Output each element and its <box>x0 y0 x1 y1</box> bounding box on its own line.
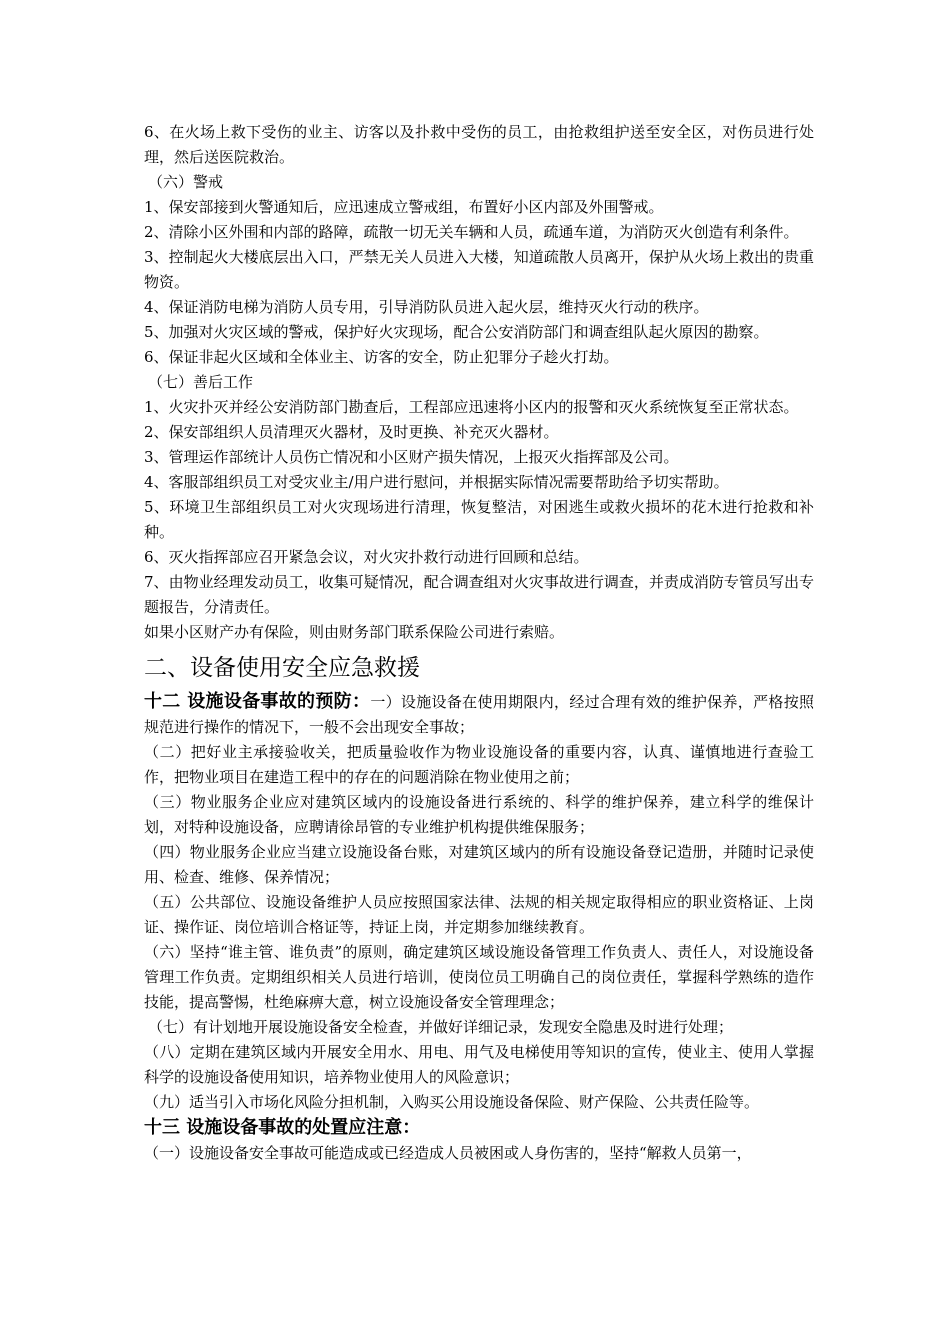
fire-response-section <box>144 120 814 645</box>
section-heading-equipment: 二、设备使用安全应急救援 <box>144 655 420 681</box>
list-item: （八）定期在建筑区域内开展安全用水、用电、用气及电梯使用等知识的宣传，使业主、使用人掌握科学的设施设备使用知识，培养物业使用人的风险意识； <box>144 1043 814 1086</box>
list-item: （九）适当引入市场化风险分担机制，入购买公用设施设备保险、财产保险、公共责任险等。 <box>144 1093 760 1111</box>
list-item: （六）坚持“谁主管、谁负责”的原则，确定建筑区域设施设备管理工作负责人、责任人，对设施设备管理工作负责。定期组织相关人员进行培训，使岗位员工明确自己的岗位责任，掌握科学熟练的造作技能，提高警惕，杜绝麻痹大意，树立设施设备安全管理理念； <box>144 943 814 1011</box>
paragraph: 1、保安部接到火警通知后，应迅速成立警戒组，布置好小区内部及外围警戒。 <box>144 198 664 216</box>
paragraph: 3、控制起火大楼底层出入口，严禁无关人员进入大楼，知道疏散人员离开，保护从火场上救出的贵重物资。 <box>144 248 814 291</box>
list-item: （二）把好业主承接验收关，把质量验收作为物业设施设备的重要内容，认真、谨慎地进行查验工作，把物业项目在建造工程中的存在的问题消除在物业使用之前； <box>144 743 814 786</box>
paragraph: 6、保证非起火区域和全体业主、访客的安全，防止犯罪分子趁火打劫。 <box>144 348 619 366</box>
list-item: （三）物业服务企业应对建筑区域内的设施设备进行系统的、科学的维护保养，建立科学的维保计划，对特种设施设备，应聘请徐昂管的专业维护机构提供维保服务； <box>144 793 814 836</box>
paragraph: 4、保证消防电梯为消防人员专用，引导消防队员进入起火层，维持灭火行动的秩序。 <box>144 298 709 316</box>
paragraph: 2、保安部组织人员清理灭火器材，及时更换、补充灭火器材。 <box>144 423 559 441</box>
prevention-section <box>144 689 814 1115</box>
paragraph: 2、清除小区外围和内部的路障，疏散一切无关车辆和人员，疏通车道，为消防灭火创造有利条件。 <box>144 223 799 241</box>
paragraph: 3、管理运作部统计人员伤亡情况和小区财产损失情况，上报灭火指挥部及公司。 <box>144 448 679 466</box>
handling-section <box>144 1115 814 1166</box>
paragraph: 5、环境卫生部组织员工对火灾现场进行清理，恢复整洁，对困逃生或救火损坏的花木进行抢救和补种。 <box>144 498 814 541</box>
prevention-first-item: 一）设施设备在使用期限内，经过合理有效的维护保养，严格按照规范进行操作的情况下，一般不会出现安全事故； <box>144 693 815 736</box>
list-item: （一）设施设备安全事故可能造成或已经造成人员被困或人身伤害的，坚持“解救人员第一， <box>144 1144 752 1162</box>
subheading-aftermath: （七）善后工作 <box>148 373 254 391</box>
paragraph: 1、火灾扑灭并经公安消防部门勘查后，工程部应迅速将小区内的报警和灭火系统恢复至正常状态。 <box>144 398 799 416</box>
paragraph: 5、加强对火灾区域的警戒，保护好火灾现场，配合公安消防部门和调查组队起火原因的勘察。 <box>144 323 769 341</box>
paragraph: 4、客服部组织员工对受灾业主/用户进行慰问，并根据实际情况需要帮助给予切实帮助。 <box>144 473 729 491</box>
list-item: （四）物业服务企业应当建立设施设备台账，对建筑区域内的所有设施设备登记造册，并随时记录使用、检查、维修、保养情况； <box>144 843 814 886</box>
subheading-guard: （六）警戒 <box>148 173 224 191</box>
paragraph: 如果小区财产办有保险，则由财务部门联系保险公司进行索赔。 <box>144 623 565 641</box>
handling-heading: 十三 设施设备事故的处置应注意： <box>144 1117 421 1138</box>
paragraph: 7、由物业经理发动员工，收集可疑情况，配合调查组对火灾事故进行调查，并责成消防专管员写出专题报告，分清责任。 <box>144 573 814 616</box>
document-page <box>144 120 814 1166</box>
prevention-heading: 十二 设施设备事故的预防： <box>144 691 371 712</box>
paragraph: 6、灭火指挥部应召开紧急会议，对火灾扑救行动进行回顾和总结。 <box>144 548 589 566</box>
list-item: （七）有计划地开展设施设备安全检查，并做好详细记录，发现安全隐患及时进行处理； <box>148 1018 734 1036</box>
paragraph: 6、在火场上救下受伤的业主、访客以及扑救中受伤的员工，由抢救组护送至安全区，对伤员进行处理，然后送医院救治。 <box>144 123 814 166</box>
prevention-intro-paragraph <box>144 689 814 740</box>
list-item: （五）公共部位、设施设备维护人员应按照国家法律、法规的相关规定取得相应的职业资格证、上岗证、操作证、岗位培训合格证等，持证上岗，并定期参加继续教育。 <box>144 893 814 936</box>
